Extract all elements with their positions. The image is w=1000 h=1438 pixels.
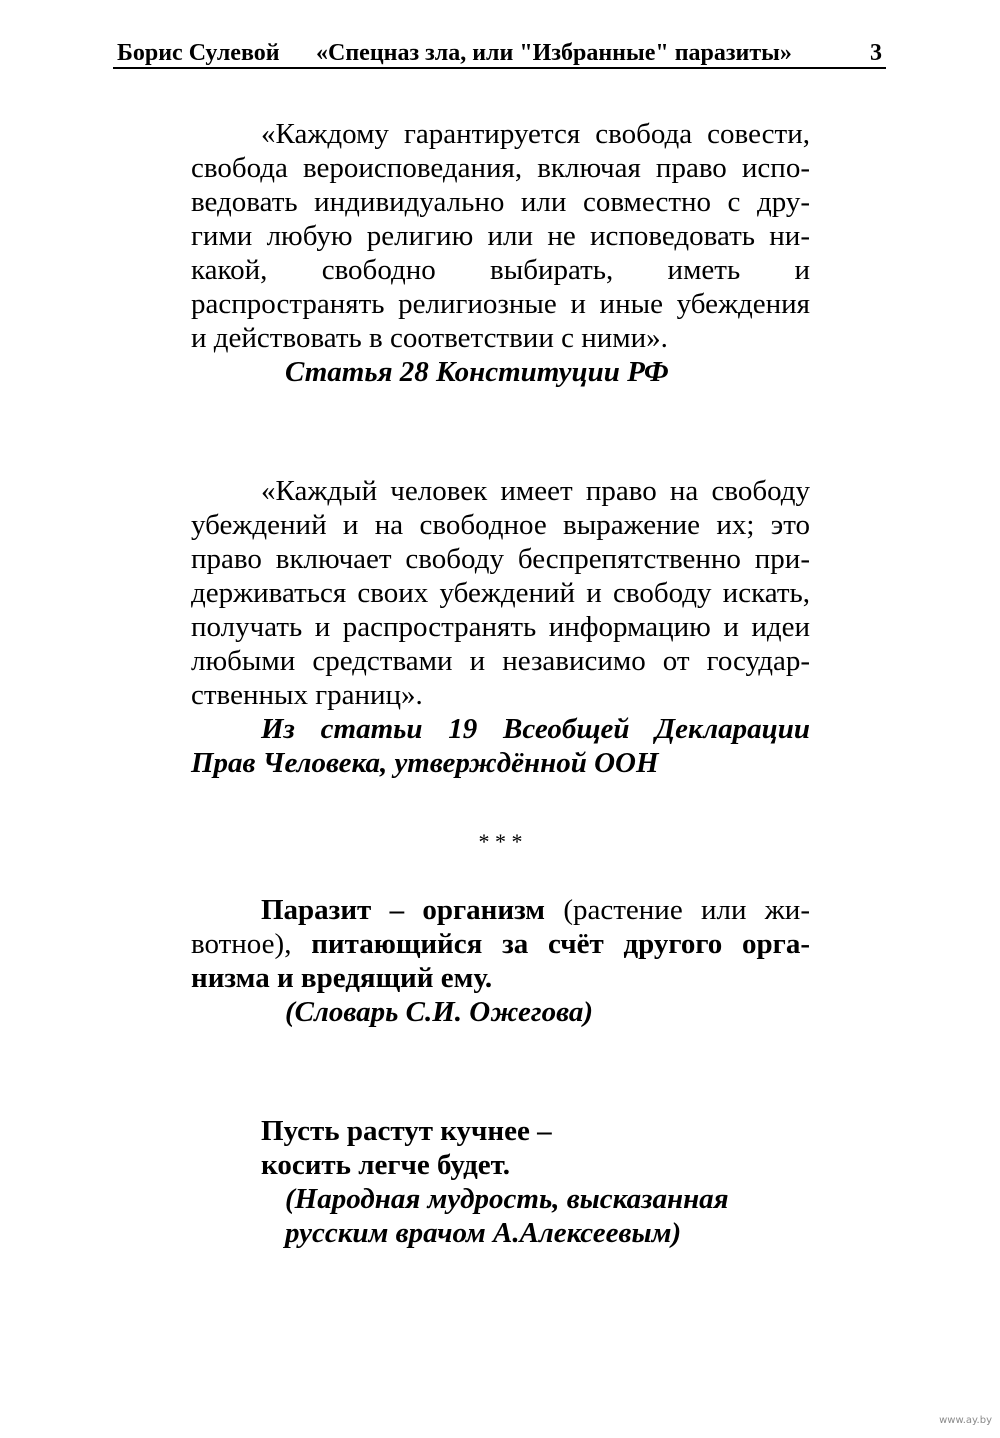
header-author: Борис Сулевой	[117, 40, 280, 66]
proverb-line-1: Пусть растут кучнее –	[261, 1115, 552, 1147]
watermark: www.ay.by	[939, 1415, 992, 1426]
quote1-line-2: свобода вероисповедания, включая право испо-	[191, 152, 810, 184]
quote2-line-7: ственных границ».	[191, 679, 423, 711]
definition-line-2	[191, 927, 810, 961]
header-title: «Спецназ зла, или "Избранные" паразиты»	[316, 40, 792, 66]
quote1-line-4: гими любую религию или не исповедовать ни-	[191, 220, 810, 252]
quote2-source-line-2: Прав Человека, утверждённой ООН	[191, 747, 659, 779]
page-header	[113, 39, 886, 69]
proverb-source-line-1: (Народная мудрость, высказанная	[285, 1183, 729, 1215]
quote2-line-1: «Каждый человек имеет право на свободу	[261, 475, 810, 507]
quote1-line-3: ведовать индивидуально или совместно с дру-	[191, 186, 810, 218]
quote1-line-1: «Каждому гарантируется свобода совести,	[261, 118, 810, 150]
quote2-line-5: получать и распространять информацию и идеи	[191, 611, 810, 643]
proverb-source-line-2: русским врачом А.Алексеевым)	[285, 1217, 682, 1249]
definition-line2-bold: питающийся за счёт другого орга-	[311, 928, 810, 960]
quote2-source-line-1: Из статьи 19 Всеобщей Декларации	[261, 713, 810, 745]
quote1-line-5: какой, свободно выбирать, иметь и	[191, 254, 810, 286]
definition-line-1	[191, 893, 810, 927]
definition-line2-start: вотное),	[191, 928, 312, 960]
quote2-line-3: право включает свободу беспрепятственно при-	[191, 543, 810, 575]
section-separator: * * *	[478, 829, 523, 854]
quote2-line-4: держиваться своих убеждений и свободу искать,	[191, 577, 810, 609]
quote2-line-6: любыми средствами и независимо от государ-	[191, 645, 810, 677]
page-number: 3	[870, 40, 882, 66]
quote2-line-2: убеждений и на свободное выражение их; это	[191, 509, 810, 541]
definition-term: Паразит – организм	[261, 894, 546, 926]
proverb-line-2: косить легче будет.	[261, 1149, 510, 1181]
quote1-line-6: распространять религиозные и иные убеждения	[191, 288, 810, 320]
definition-line1-rest: (растение или жи-	[545, 894, 810, 926]
definition-source: (Словарь С.И. Ожегова)	[285, 996, 594, 1028]
quote1-source: Статья 28 Конституции РФ	[285, 356, 669, 388]
quote1-line-7: и действовать в соответствии с ними».	[191, 322, 668, 354]
definition-line-3: низма и вредящий ему.	[191, 962, 493, 994]
